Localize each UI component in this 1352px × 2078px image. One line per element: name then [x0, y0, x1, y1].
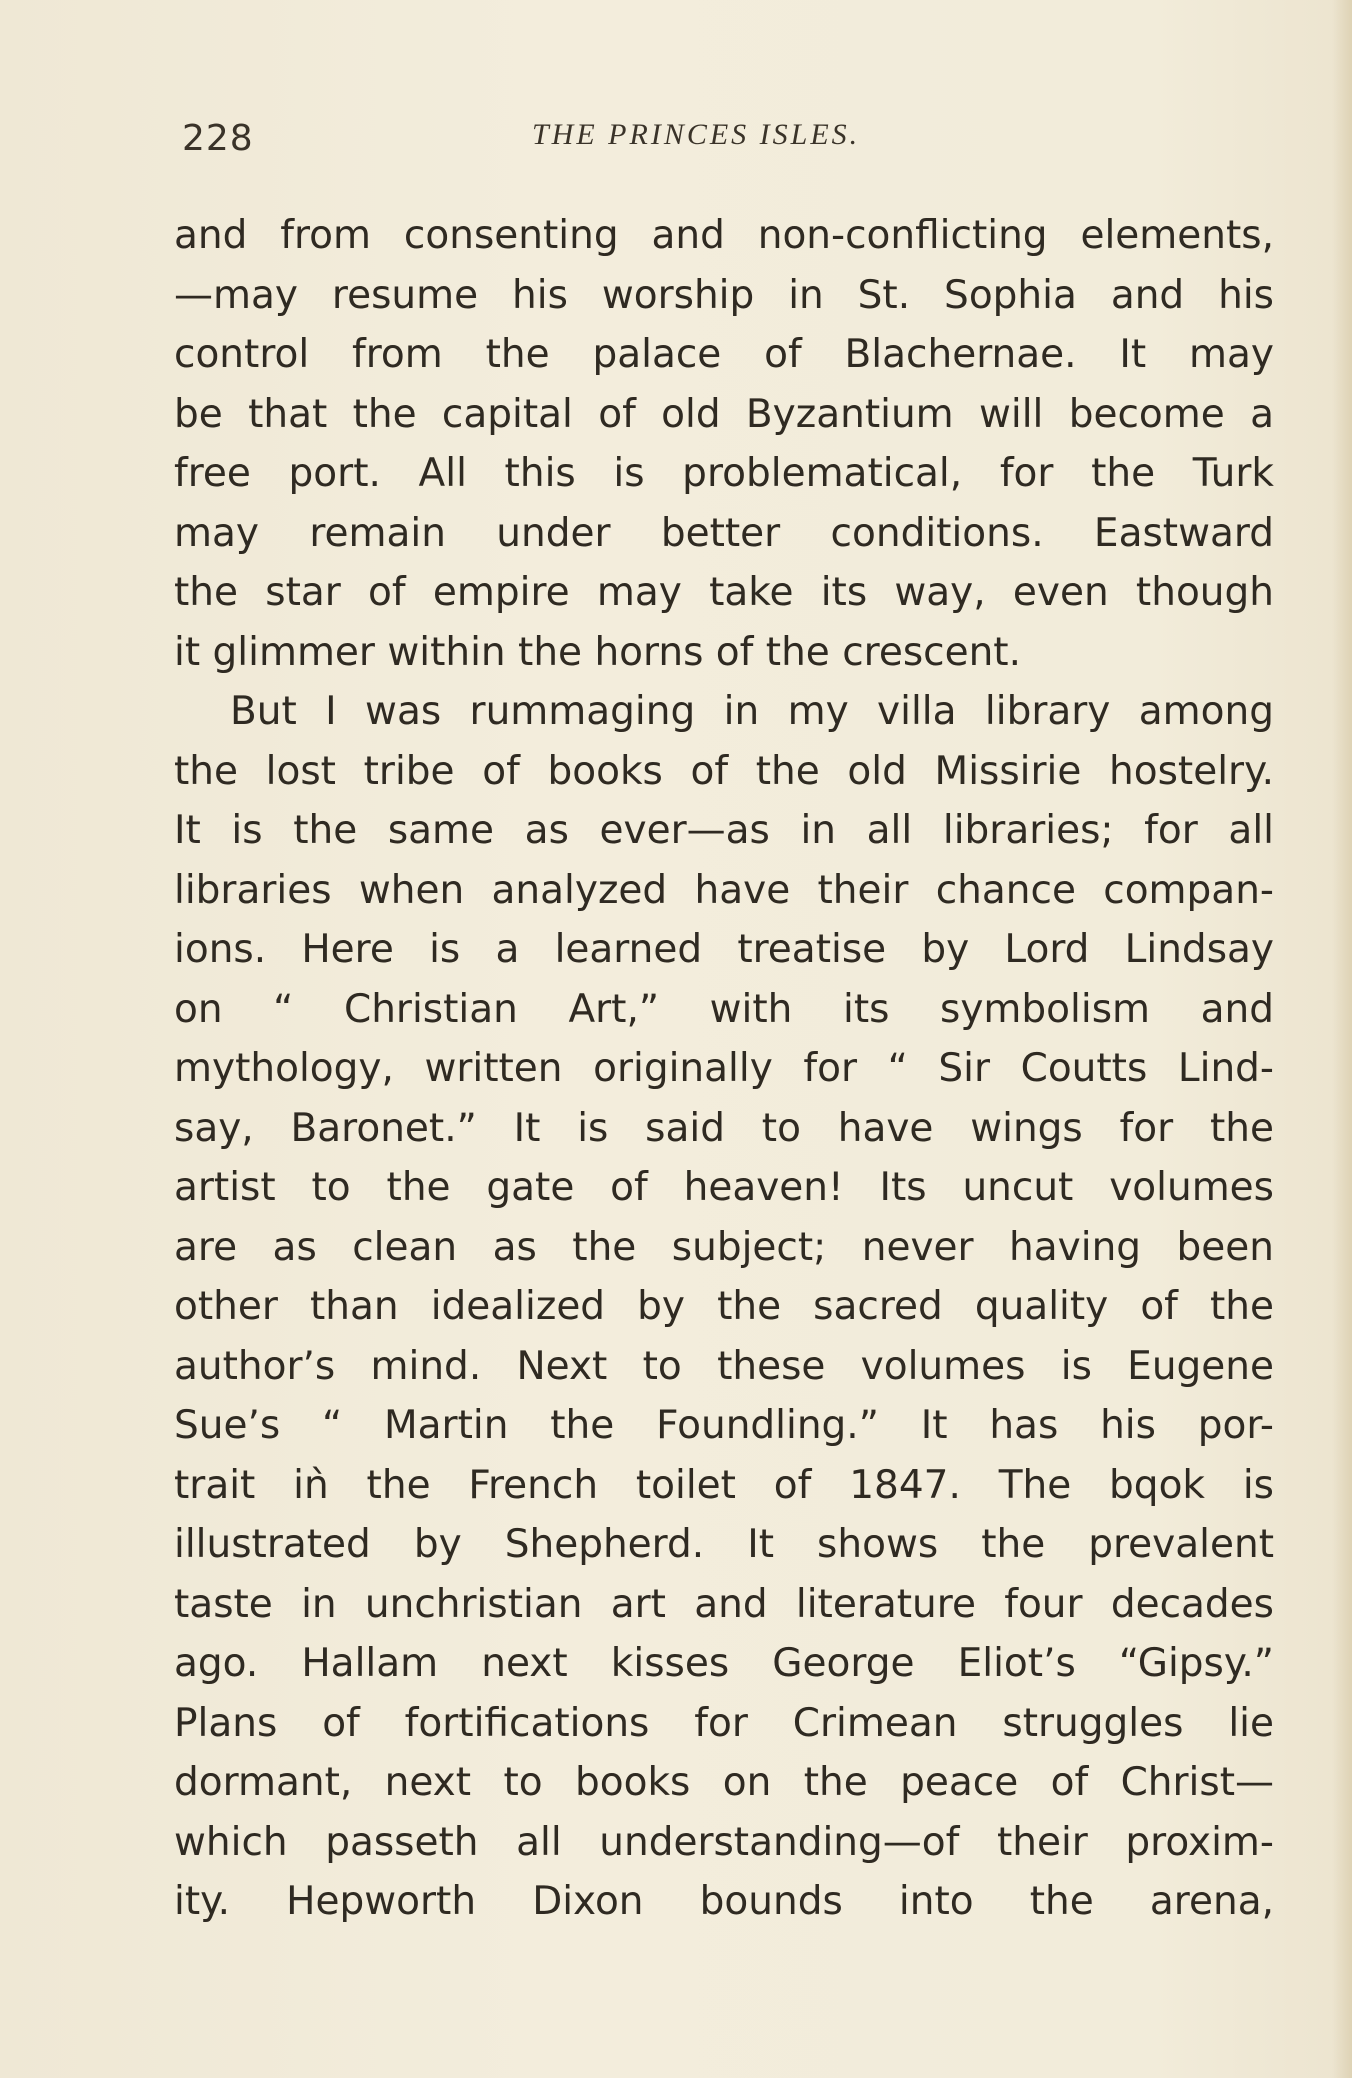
text-line: free port. All this is problematical, for the Turk: [174, 451, 1274, 496]
page-number: 228: [182, 118, 254, 159]
text-line: which passeth all understanding—of their proxim-: [174, 1819, 1274, 1865]
text-line: ions. Here is a learned treatise by Lord Lindsay: [174, 927, 1274, 972]
text-line: be that the capital of old Byzantium will become a: [174, 391, 1274, 437]
text-line: —may resume his worship in St. Sophia and his: [174, 272, 1274, 318]
text-line: ity. Hepworth Dixon bounds into the arena,: [174, 1879, 1274, 1924]
text-line: say, Baronet.” It is said to have wings for the: [174, 1105, 1274, 1151]
text-line: control from the palace of Blachernae. It may: [174, 332, 1274, 377]
text-line: on “ Christian Art,” with its symbolism and: [174, 986, 1274, 1032]
text-line: illustrated by Shepherd. It shows the prevalent: [174, 1522, 1274, 1567]
text-line: mythology, written originally for “ Sir Coutts Lind-: [174, 1046, 1274, 1091]
text-line: libraries when analyzed have their chance compan-: [174, 867, 1274, 913]
running-head: THE PRINCES ISLES.: [532, 118, 861, 151]
text-line: Plans of fortifications for Crimean struggles lie: [174, 1700, 1274, 1746]
text-line: other than idealized by the sacred quality of the: [174, 1284, 1274, 1329]
text-line: and from consenting and non-conflicting elements,: [174, 213, 1274, 258]
text-line: it glimmer within the horns of the crescent.: [174, 629, 1021, 675]
text-line: Sue’s “ Martin the Foundling.” It has his por-: [174, 1403, 1274, 1448]
body-text: [174, 206, 1274, 1932]
text-line: author’s mind. Next to these volumes is Eugene: [174, 1343, 1274, 1389]
text-line: artist to the gate of heaven! Its uncut volumes: [174, 1165, 1274, 1210]
text-line: It is the same as ever—as in all libraries; for all: [174, 808, 1274, 853]
text-line: the star of empire may take its way, even though: [174, 570, 1274, 615]
text-line: taste in unchristian art and literature four decades: [174, 1581, 1274, 1627]
text-line: trait iǹ the French toilet of 1847. The bqok is: [174, 1462, 1274, 1508]
page-header: [172, 112, 1282, 172]
text-line: ago. Hallam next kisses George Eliot’s “Gipsy.”: [174, 1641, 1274, 1686]
text-line: may remain under better conditions. Eastward: [174, 510, 1274, 556]
text-line: the lost tribe of books of the old Missirie hostelry.: [174, 748, 1274, 794]
text-line: dormant, next to books on the peace of Christ—: [174, 1760, 1274, 1805]
text-line: are as clean as the subject; never having been: [174, 1224, 1274, 1270]
text-line: But I was rummaging in my villa library among: [230, 689, 1274, 734]
page-edge-shadow: [1332, 0, 1352, 2078]
